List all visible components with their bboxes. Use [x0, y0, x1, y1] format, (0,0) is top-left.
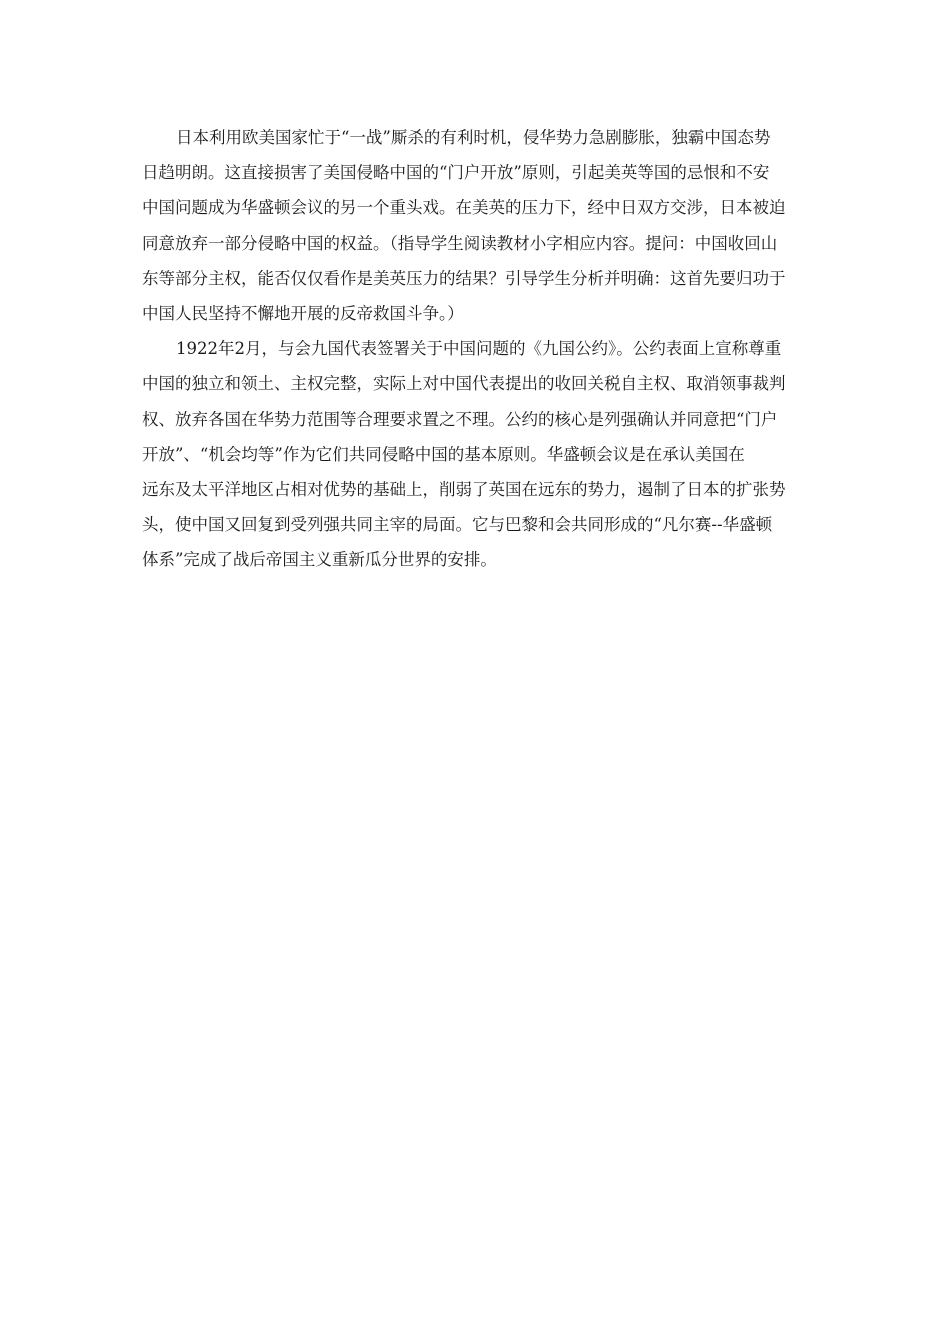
paragraph-1-line-1: 日本利用欧美国家忙于“一战”厮杀的有利时机，侵华势力急剧膨胀，独霸中国态势 — [176, 128, 771, 147]
paragraph-1-line-6: 中国人民坚持不懈地开展的反帝救国斗争。） — [142, 303, 464, 323]
paragraph-2-line-2: 中国的独立和领土、主权完整，实际上对中国代表提出的收回关税自主权、取消领事裁判 — [142, 374, 786, 394]
paragraph-2-line-5: 远东及太平洋地区占相对优势的基础上，削弱了英国在远东的势力，遏制了日本的扩张势 — [142, 479, 786, 499]
body-text — [142, 120, 810, 577]
paragraph-2-line-6: 头，使中国又回复到受列强共同主宰的局面。它与巴黎和会共同形成的“凡尔赛--华盛顿 — [142, 515, 773, 535]
paragraph-2-line-4: 开放”、“机会均等”作为它们共同侵略中国的基本原则。华盛顿会议是在承认美国在 — [142, 444, 745, 464]
paragraph-1-line-3: 中国问题成为华盛顿会议的另一个重头戏。在美英的压力下，经中日双方交涉，日本被迫 — [142, 198, 786, 218]
paragraph-2-line-3: 权、放弃各国在华势力范围等合理要求置之不理。公约的核心是列强确认并同意把“门户 — [142, 409, 778, 429]
paragraph-2-line-1: 1922年2月，与会九国代表签署关于中国问题的《九国公约》。公约表面上宣称尊重 — [176, 339, 782, 359]
paragraph-1-line-5: 东等部分主权，能否仅仅看作是美英压力的结果？引导学生分析并明确：这首先要归功于 — [142, 268, 786, 288]
paragraph-1-line-2: 日趋明朗。这直接损害了美国侵略中国的“门户开放”原则，引起美英等国的忌恨和不安 — [142, 163, 770, 183]
paragraph-2-line-7: 体系”完成了战后帝国主义重新瓜分世界的安排。 — [142, 550, 497, 570]
paragraph-1-line-4: 同意放弃一部分侵略中国的权益。（指导学生阅读教材小字相应内容。提问：中国收回山 — [142, 233, 778, 253]
